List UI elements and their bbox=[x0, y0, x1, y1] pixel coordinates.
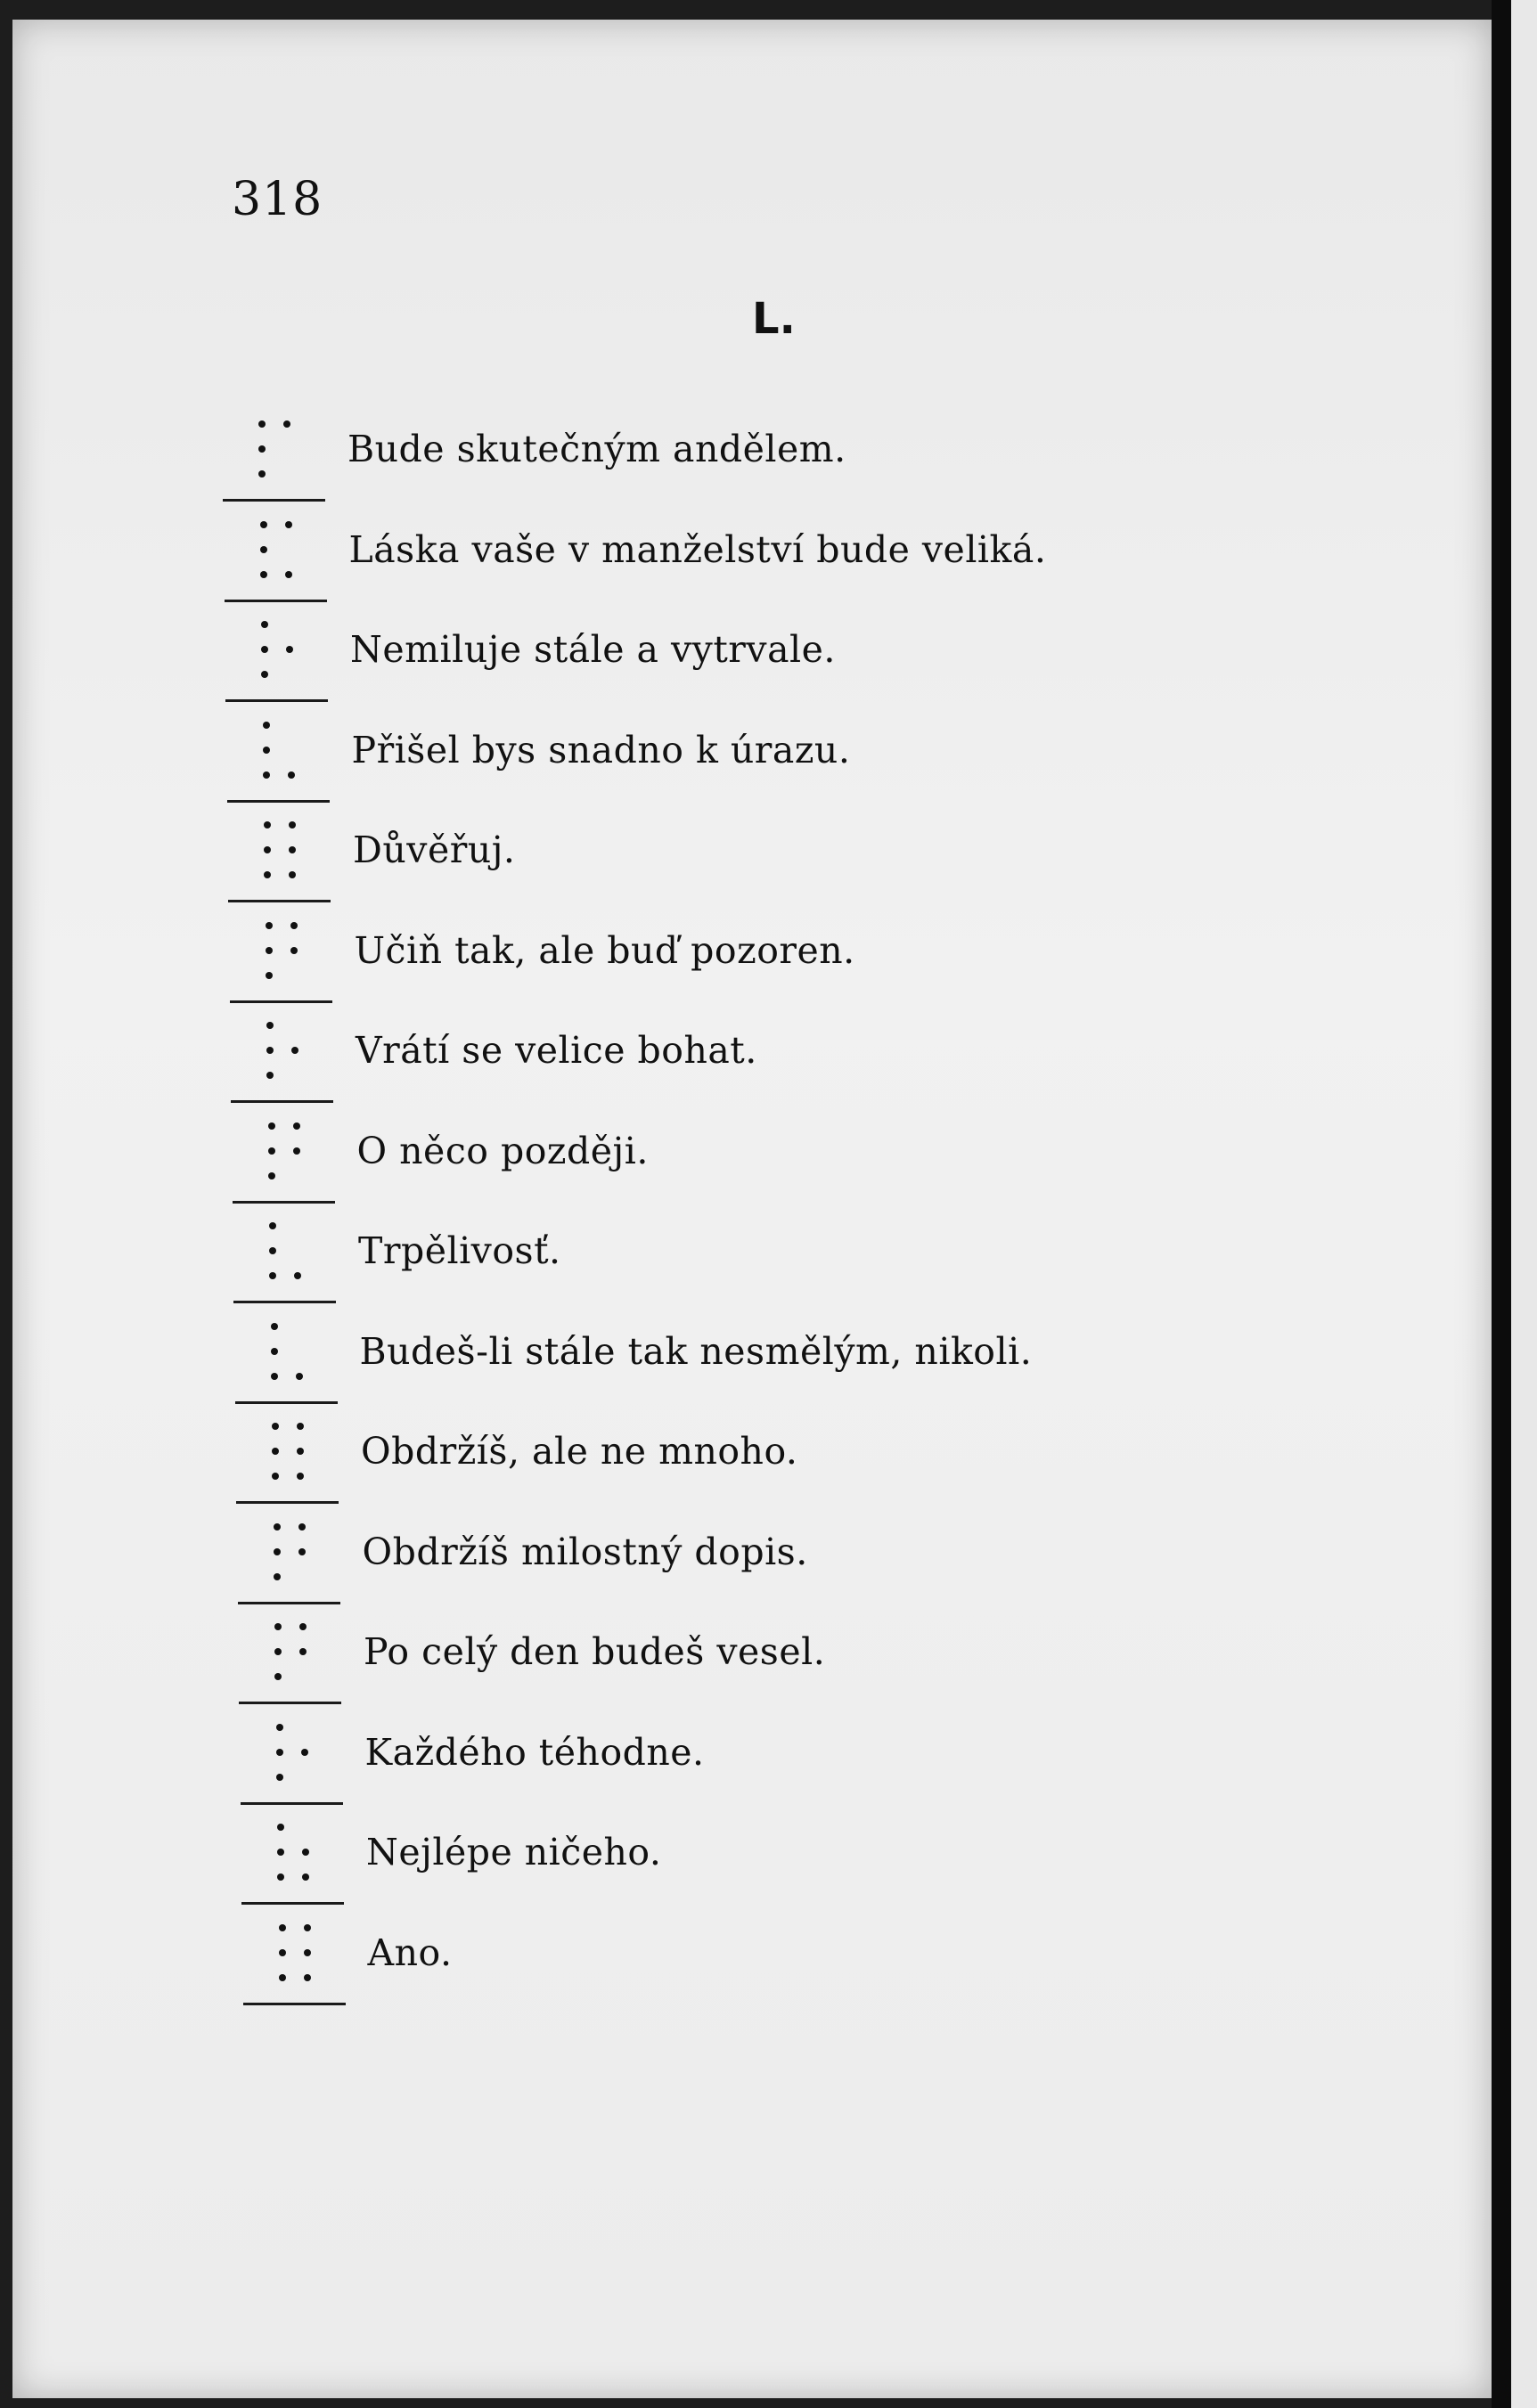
entry-text: Učiň tak, ale buď pozoren. bbox=[354, 928, 855, 972]
dot-mark bbox=[258, 470, 266, 478]
dot-mark bbox=[266, 1072, 274, 1079]
dot-mark bbox=[298, 1548, 306, 1555]
dot-mark bbox=[285, 571, 292, 578]
page-edge bbox=[1492, 0, 1537, 2408]
dot-mark bbox=[304, 1949, 311, 1956]
entry-divider bbox=[241, 1902, 344, 1905]
dot-mark bbox=[272, 1448, 279, 1455]
dot-mark bbox=[301, 1749, 308, 1756]
dot-mark bbox=[304, 1924, 311, 1931]
dot-mark bbox=[266, 1022, 274, 1029]
entry-text: Láska vaše v manželství bude veliká. bbox=[348, 527, 1047, 571]
dot-mark bbox=[297, 1448, 304, 1455]
oracle-entry bbox=[12, 1605, 1492, 1705]
dot-mark bbox=[268, 1172, 275, 1180]
dot-mark bbox=[302, 1849, 309, 1856]
dot-mark bbox=[279, 1974, 286, 1981]
dot-mark bbox=[272, 1423, 279, 1430]
dot-mark bbox=[297, 1473, 304, 1480]
dot-mark bbox=[269, 1247, 276, 1254]
oracle-entry bbox=[12, 1806, 1492, 1906]
dot-pattern-icon bbox=[264, 821, 317, 910]
entry-divider bbox=[236, 1501, 339, 1504]
page-number: 318 bbox=[232, 173, 323, 226]
dot-mark bbox=[274, 1523, 281, 1531]
dot-mark bbox=[263, 747, 270, 754]
dot-mark bbox=[286, 646, 293, 653]
dot-mark bbox=[293, 1147, 300, 1155]
entry-text: O něco později. bbox=[356, 1129, 649, 1172]
oracle-entry bbox=[12, 603, 1492, 703]
dot-mark bbox=[290, 922, 298, 929]
dot-pattern-icon bbox=[266, 1022, 320, 1111]
dot-pattern-icon bbox=[260, 521, 314, 610]
section-heading: L. bbox=[752, 294, 796, 344]
dot-mark bbox=[261, 646, 268, 653]
dot-pattern-icon bbox=[271, 1323, 324, 1412]
dot-mark bbox=[297, 1423, 304, 1430]
entry-divider bbox=[230, 1000, 332, 1003]
oracle-entry bbox=[12, 1506, 1492, 1605]
oracle-entry bbox=[12, 1105, 1492, 1204]
entry-text: Ano. bbox=[367, 1930, 453, 1974]
dot-mark bbox=[263, 771, 270, 779]
entry-text: Obdržíš milostný dopis. bbox=[362, 1530, 808, 1573]
dot-mark bbox=[277, 1873, 284, 1881]
dot-mark bbox=[260, 546, 267, 553]
dot-mark bbox=[264, 871, 271, 878]
dot-mark bbox=[266, 947, 273, 954]
dot-mark bbox=[288, 771, 295, 779]
oracle-entry bbox=[12, 1305, 1492, 1405]
dot-mark bbox=[268, 1122, 275, 1130]
entry-divider bbox=[223, 499, 325, 502]
oracle-entry bbox=[12, 1706, 1492, 1806]
oracle-entry-list bbox=[12, 20, 1492, 2398]
book-page bbox=[12, 20, 1492, 2398]
entry-text: Obdržíš, ale ne mnoho. bbox=[361, 1430, 798, 1473]
dot-mark bbox=[274, 1548, 281, 1555]
dot-mark bbox=[258, 445, 266, 453]
entry-text: Trpělivosť. bbox=[358, 1229, 561, 1272]
dot-mark bbox=[264, 846, 271, 853]
entry-divider bbox=[239, 1702, 341, 1704]
dot-mark bbox=[274, 1673, 282, 1680]
oracle-entry bbox=[12, 403, 1492, 502]
dot-pattern-icon bbox=[263, 722, 316, 811]
dot-mark bbox=[271, 1373, 278, 1380]
dot-mark bbox=[261, 621, 268, 628]
entry-divider bbox=[238, 1602, 340, 1604]
dot-mark bbox=[266, 972, 273, 979]
entry-divider bbox=[241, 1802, 343, 1805]
dot-mark bbox=[269, 1272, 276, 1279]
dot-mark bbox=[268, 1147, 275, 1155]
dot-pattern-icon bbox=[266, 922, 319, 1011]
dot-mark bbox=[266, 1047, 274, 1054]
entry-text: Budeš-li stále tak nesmělým, nikoli. bbox=[359, 1329, 1033, 1373]
oracle-entry bbox=[12, 904, 1492, 1004]
dot-mark bbox=[298, 1523, 306, 1531]
entry-text: Nemiluje stále a vytrvale. bbox=[350, 628, 836, 671]
dot-pattern-icon bbox=[261, 621, 315, 710]
oracle-entry bbox=[12, 804, 1492, 903]
dot-mark bbox=[276, 1749, 283, 1756]
dot-mark bbox=[279, 1924, 286, 1931]
dot-mark bbox=[258, 420, 266, 428]
entry-divider bbox=[225, 699, 328, 702]
entry-divider bbox=[227, 800, 330, 803]
dot-mark bbox=[274, 1623, 282, 1630]
oracle-entry bbox=[12, 503, 1492, 603]
dot-pattern-icon bbox=[272, 1423, 325, 1512]
dot-mark bbox=[291, 1047, 298, 1054]
dot-mark bbox=[277, 1824, 284, 1831]
dot-mark bbox=[277, 1849, 284, 1856]
dot-pattern-icon bbox=[276, 1724, 330, 1813]
entry-divider bbox=[228, 900, 331, 902]
entry-divider bbox=[225, 600, 327, 602]
dot-mark bbox=[276, 1724, 283, 1731]
dot-mark bbox=[266, 922, 273, 929]
oracle-entry bbox=[12, 1906, 1492, 2006]
dot-mark bbox=[272, 1473, 279, 1480]
entry-text: Důvěřuj. bbox=[353, 829, 516, 871]
dot-mark bbox=[264, 821, 271, 829]
oracle-entry bbox=[12, 1405, 1492, 1505]
oracle-entry bbox=[12, 1004, 1492, 1104]
dot-mark bbox=[299, 1623, 307, 1630]
dot-mark bbox=[290, 947, 298, 954]
entry-divider bbox=[231, 1100, 333, 1103]
dot-mark bbox=[296, 1373, 303, 1380]
entry-text: Přišel bys snadno k úrazu. bbox=[351, 728, 851, 771]
dot-mark bbox=[283, 420, 290, 428]
entry-divider bbox=[243, 2003, 346, 2005]
dot-mark bbox=[279, 1949, 286, 1956]
dot-mark bbox=[285, 521, 292, 528]
entry-text: Po celý den budeš vesel. bbox=[364, 1630, 826, 1673]
dot-pattern-icon bbox=[268, 1122, 322, 1212]
dot-mark bbox=[274, 1648, 282, 1655]
entry-text: Bude skutečným andělem. bbox=[347, 428, 846, 470]
dot-pattern-icon bbox=[258, 420, 312, 510]
dot-pattern-icon bbox=[274, 1623, 328, 1712]
dot-pattern-icon bbox=[279, 1924, 332, 2013]
dot-mark bbox=[289, 846, 296, 853]
oracle-entry bbox=[12, 1204, 1492, 1304]
dot-mark bbox=[260, 521, 267, 528]
dot-pattern-icon bbox=[274, 1523, 327, 1612]
dot-mark bbox=[302, 1873, 309, 1881]
dot-mark bbox=[260, 571, 267, 578]
dot-mark bbox=[271, 1348, 278, 1355]
oracle-entry bbox=[12, 704, 1492, 804]
dot-mark bbox=[276, 1774, 283, 1781]
dot-mark bbox=[299, 1648, 307, 1655]
dot-mark bbox=[293, 1122, 300, 1130]
entry-text: Každého téhodne. bbox=[364, 1730, 705, 1774]
dot-mark bbox=[294, 1272, 301, 1279]
dot-mark bbox=[261, 671, 268, 678]
dot-mark bbox=[271, 1323, 278, 1330]
dot-mark bbox=[289, 821, 296, 829]
entry-divider bbox=[235, 1401, 338, 1404]
dot-mark bbox=[304, 1974, 311, 1981]
dot-mark bbox=[269, 1222, 276, 1229]
entry-divider bbox=[233, 1201, 335, 1204]
entry-text: Nejlépe ničeho. bbox=[366, 1831, 662, 1873]
dot-mark bbox=[263, 722, 270, 729]
dot-mark bbox=[274, 1573, 281, 1580]
dot-pattern-icon bbox=[269, 1222, 323, 1311]
dot-mark bbox=[289, 871, 296, 878]
entry-text: Vrátí se velice bohat. bbox=[356, 1029, 757, 1072]
dot-pattern-icon bbox=[277, 1824, 331, 1913]
entry-divider bbox=[233, 1301, 336, 1303]
